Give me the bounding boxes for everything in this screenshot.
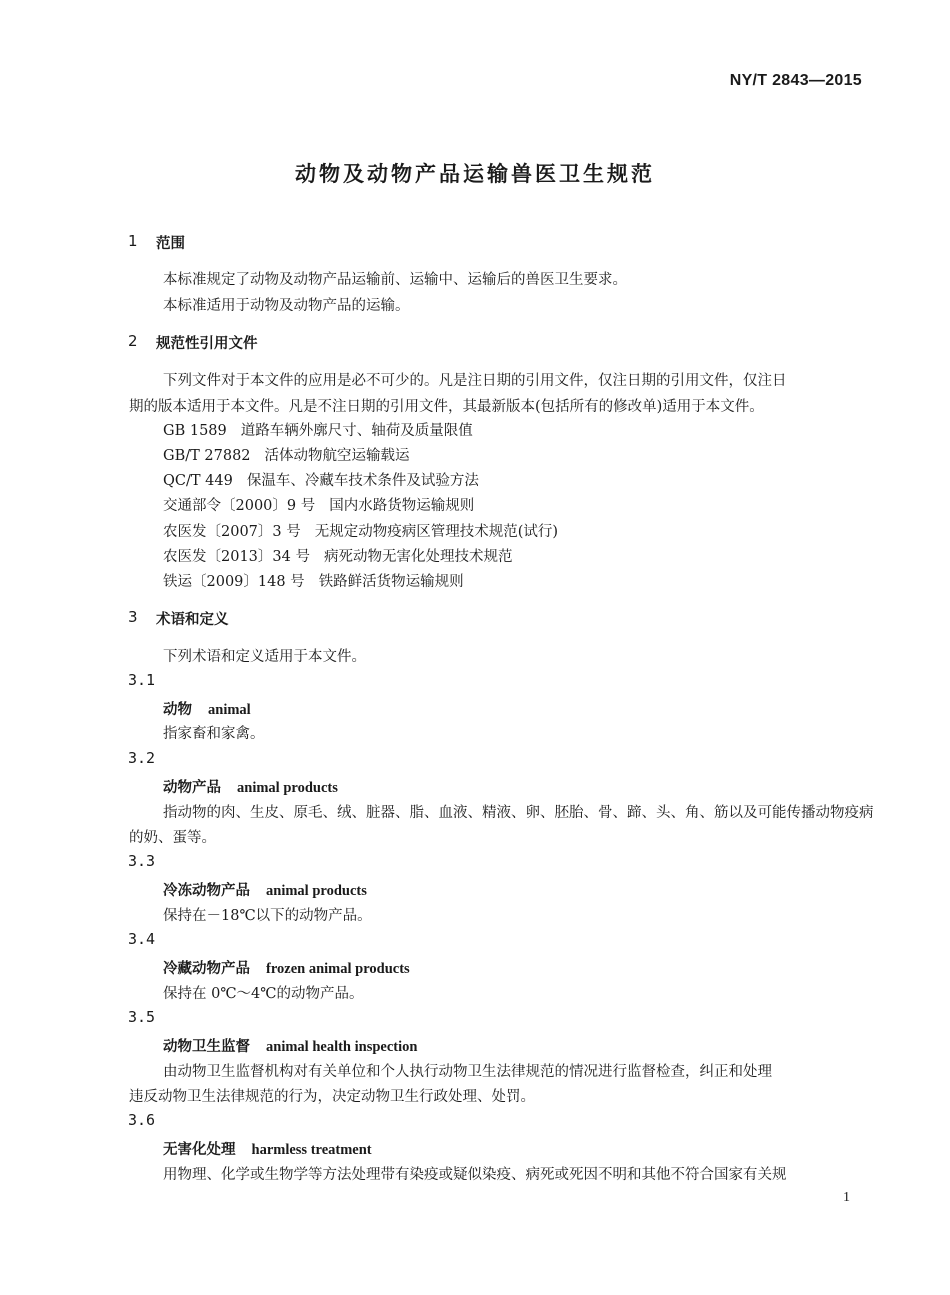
section-2-title: 规范性引用文件 [156, 336, 258, 352]
term-chinese: 动物 [163, 702, 192, 718]
term-heading [163, 1138, 372, 1159]
term-heading [163, 879, 367, 900]
reference-code: GB/T 27882 [163, 448, 251, 464]
clause-number: 3.6 [128, 1111, 156, 1129]
reference-title: 铁路鲜活货物运输规则 [318, 574, 464, 590]
section-1-title: 范围 [156, 236, 185, 252]
standard-number: NY/T 2843—2015 [729, 72, 862, 89]
references-intro-continued: 期的版本适用于本文件。凡是不注日期的引用文件，其最新版本(包括所有的修改单)适用于本文件。 [129, 399, 764, 415]
term-heading [163, 776, 338, 797]
scope-paragraph: 本标准规定了动物及动物产品运输前、运输中、运输后的兽医卫生要求。 [163, 272, 627, 288]
section-3-number: 3 [128, 608, 138, 626]
reference-item [163, 444, 410, 465]
clause-number: 3.4 [128, 930, 156, 948]
term-english: animal health inspection [266, 1039, 418, 1055]
term-definition: 保持在－18℃以下的动物产品。 [163, 908, 372, 924]
reference-code: GB 1589 [163, 423, 227, 439]
term-heading [163, 698, 251, 719]
section-2-number: 2 [128, 332, 138, 350]
reference-title: 活体动物航空运输载运 [264, 448, 410, 464]
reference-item [163, 469, 479, 490]
clause-number: 3.2 [128, 749, 156, 767]
scope-paragraph: 本标准适用于动物及动物产品的运输。 [163, 298, 410, 314]
section-3-title: 术语和定义 [156, 612, 229, 628]
reference-code: 农医发〔2007〕3 号 [163, 524, 301, 540]
term-chinese: 冷冻动物产品 [163, 883, 250, 899]
term-chinese: 动物产品 [163, 780, 221, 796]
reference-code: 铁运〔2009〕148 号 [163, 574, 305, 590]
terms-intro: 下列术语和定义适用于本文件。 [163, 649, 366, 665]
reference-item [163, 570, 464, 591]
clause-number: 3.5 [128, 1008, 156, 1026]
term-definition-continued: 违反动物卫生法律规范的行为，决定动物卫生行政处理、处罚。 [129, 1089, 535, 1105]
reference-title: 国内水路货物运输规则 [329, 498, 475, 514]
clause-number: 3.1 [128, 671, 156, 689]
term-english: harmless treatment [251, 1142, 372, 1158]
term-english: animal products [237, 780, 338, 796]
reference-code: 交通部令〔2000〕9 号 [163, 498, 316, 514]
term-english: animal products [266, 883, 367, 899]
reference-item [163, 494, 474, 515]
references-intro: 下列文件对于本文件的应用是必不可少的。凡是注日期的引用文件，仅注日期的引用文件，仅注日 [163, 373, 787, 389]
term-english: animal [208, 702, 251, 718]
term-chinese: 冷藏动物产品 [163, 961, 250, 977]
term-chinese: 动物卫生监督 [163, 1039, 250, 1055]
reference-code: QC/T 449 [163, 473, 233, 489]
document-title: 动物及动物产品运输兽医卫生规范 [295, 162, 655, 186]
term-heading [163, 957, 410, 978]
clause-number: 3.3 [128, 852, 156, 870]
reference-title: 道路车辆外廓尺寸、轴荷及质量限值 [240, 423, 473, 439]
reference-code: 农医发〔2013〕34 号 [163, 549, 310, 565]
term-definition: 指家畜和家禽。 [163, 726, 265, 742]
reference-item [163, 419, 473, 440]
term-definition: 用物理、化学或生物学等方法处理带有染疫或疑似染疫、病死或死因不明和其他不符合国家有关规 [163, 1167, 787, 1183]
term-definition: 由动物卫生监督机构对有关单位和个人执行动物卫生法律规范的情况进行监督检查，纠正和处理 [163, 1064, 772, 1080]
term-definition-continued: 的奶、蛋等。 [129, 830, 216, 846]
reference-item [163, 520, 558, 541]
term-english: frozen animal products [266, 961, 410, 977]
term-heading [163, 1035, 417, 1056]
reference-title: 病死动物无害化处理技术规范 [323, 549, 513, 565]
reference-title: 保温车、冷藏车技术条件及试验方法 [246, 473, 479, 489]
section-1-number: 1 [128, 232, 138, 250]
term-definition: 指动物的肉、生皮、原毛、绒、脏器、脂、血液、精液、卵、胚胎、骨、蹄、头、角、筋以及可能传播动物疫病 [163, 805, 874, 821]
page-number: 1 [843, 1190, 850, 1205]
term-chinese: 无害化处理 [163, 1142, 236, 1158]
term-definition: 保持在 0℃～4℃的动物产品。 [163, 986, 364, 1002]
reference-item [163, 545, 512, 566]
reference-title: 无规定动物疫病区管理技术规范(试行) [314, 524, 559, 540]
